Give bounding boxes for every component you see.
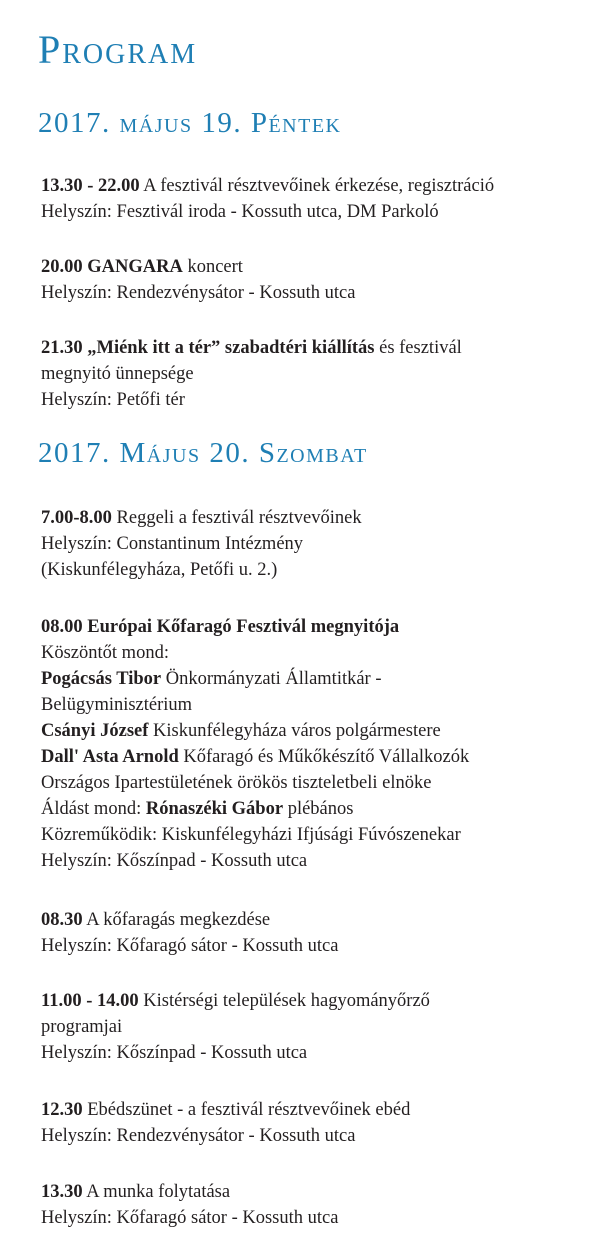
event-line — [41, 505, 586, 531]
event-time: 12.30 — [41, 1100, 83, 1120]
speaker-role-continued: Belügyminisztérium — [41, 695, 193, 715]
event-location: Helyszín: Kőszínpad - Kossuth utca — [41, 851, 308, 871]
event-desc: A kőfaragás megkezdése — [86, 910, 271, 930]
event-location: Helyszín: Rendezvénysátor - Kossuth utca — [41, 283, 356, 303]
event-line — [41, 1179, 586, 1205]
event-time: 7.00-8.00 — [41, 508, 112, 528]
event-line — [41, 335, 586, 361]
day-heading-saturday: 2017. Május 20. Szombat — [38, 437, 368, 469]
speaker-role-continued: Országos Ipartestületének örökös tiszteletbeli elnöke — [41, 773, 432, 793]
event-location-address: (Kiskunfélegyháza, Petőfi u. 2.) — [41, 560, 278, 580]
contributor-line: Közreműködik: Kiskunfélegyházi Ifjúsági Fúvószenekar — [41, 825, 461, 845]
page-title: Program — [38, 27, 198, 72]
event-location: Helyszín: Fesztivál iroda - Kossuth utca, DM Parkoló — [41, 202, 439, 222]
event-stonecarving-start — [41, 907, 586, 959]
event-line — [41, 254, 586, 280]
event-line — [41, 988, 586, 1014]
event-gangara-concert — [41, 254, 586, 306]
event-name: „Miénk itt a tér” szabadtéri kiállítás — [87, 338, 375, 358]
event-name: Európai Kőfaragó Fesztivál megnyitója — [87, 617, 400, 637]
speaker-name: Pogácsás Tibor — [41, 669, 162, 689]
speaker-line — [41, 666, 586, 692]
event-time: 08.00 — [41, 617, 83, 637]
event-location: Helyszín: Petőfi tér — [41, 390, 185, 410]
speaker-role: Kiskunfélegyháza város polgármestere — [153, 721, 441, 741]
event-name: GANGARA — [87, 257, 183, 277]
event-desc-continued: programjai — [41, 1017, 123, 1037]
event-line — [41, 614, 586, 640]
event-traditional-programs — [41, 988, 586, 1066]
event-time: 11.00 - 14.00 — [41, 991, 139, 1011]
event-exhibition-opening — [41, 335, 586, 413]
event-festival-opening — [41, 614, 586, 874]
day-heading-friday: 2017. május 19. Péntek — [38, 107, 342, 139]
event-desc: Ebédszünet - a fesztivál résztvevőinek ebéd — [87, 1100, 411, 1120]
event-time: 20.00 — [41, 257, 83, 277]
event-line — [41, 907, 586, 933]
event-breakfast — [41, 505, 586, 583]
event-desc: Reggeli a fesztivál résztvevőinek — [116, 508, 362, 528]
event-location: Helyszín: Kőfaragó sátor - Kossuth utca — [41, 1208, 339, 1228]
event-time: 13.30 — [41, 1182, 83, 1202]
event-line — [41, 173, 586, 199]
blessing-label: Áldást mond: — [41, 799, 142, 819]
event-lunch-break — [41, 1097, 586, 1149]
blessing-name: Rónaszéki Gábor — [145, 799, 284, 819]
blessing-role: plébános — [287, 799, 354, 819]
greeting-label: Köszöntőt mond: — [41, 643, 169, 663]
speaker-role: Önkormányzati Államtitkár - — [165, 669, 382, 689]
speaker-name: Dall' Asta Arnold — [41, 747, 179, 767]
speaker-line — [41, 718, 586, 744]
event-desc-continued: megnyitó ünnepsége — [41, 364, 194, 384]
event-desc: koncert — [187, 257, 243, 277]
event-desc: és fesztivál — [379, 338, 462, 358]
event-location: Helyszín: Rendezvénysátor - Kossuth utca — [41, 1126, 356, 1146]
event-location: Helyszín: Kőszínpad - Kossuth utca — [41, 1043, 308, 1063]
event-arrival — [41, 173, 586, 225]
event-desc: A fesztivál résztvevőinek érkezése, regisztráció — [143, 176, 495, 196]
event-line — [41, 1097, 586, 1123]
speaker-line — [41, 744, 586, 770]
event-work-continues — [41, 1179, 586, 1231]
speaker-role: Kőfaragó és Műkőkészítő Vállalkozók — [183, 747, 470, 767]
event-desc: Kistérségi települések hagyományőrző — [143, 991, 430, 1011]
event-location: Helyszín: Constantinum Intézmény — [41, 534, 304, 554]
event-desc: A munka folytatása — [86, 1182, 231, 1202]
event-time: 21.30 — [41, 338, 83, 358]
event-time: 13.30 - 22.00 — [41, 176, 140, 196]
event-location: Helyszín: Kőfaragó sátor - Kossuth utca — [41, 936, 339, 956]
event-time: 08.30 — [41, 910, 83, 930]
blessing-line — [41, 796, 586, 822]
speaker-name: Csányi József — [41, 721, 149, 741]
